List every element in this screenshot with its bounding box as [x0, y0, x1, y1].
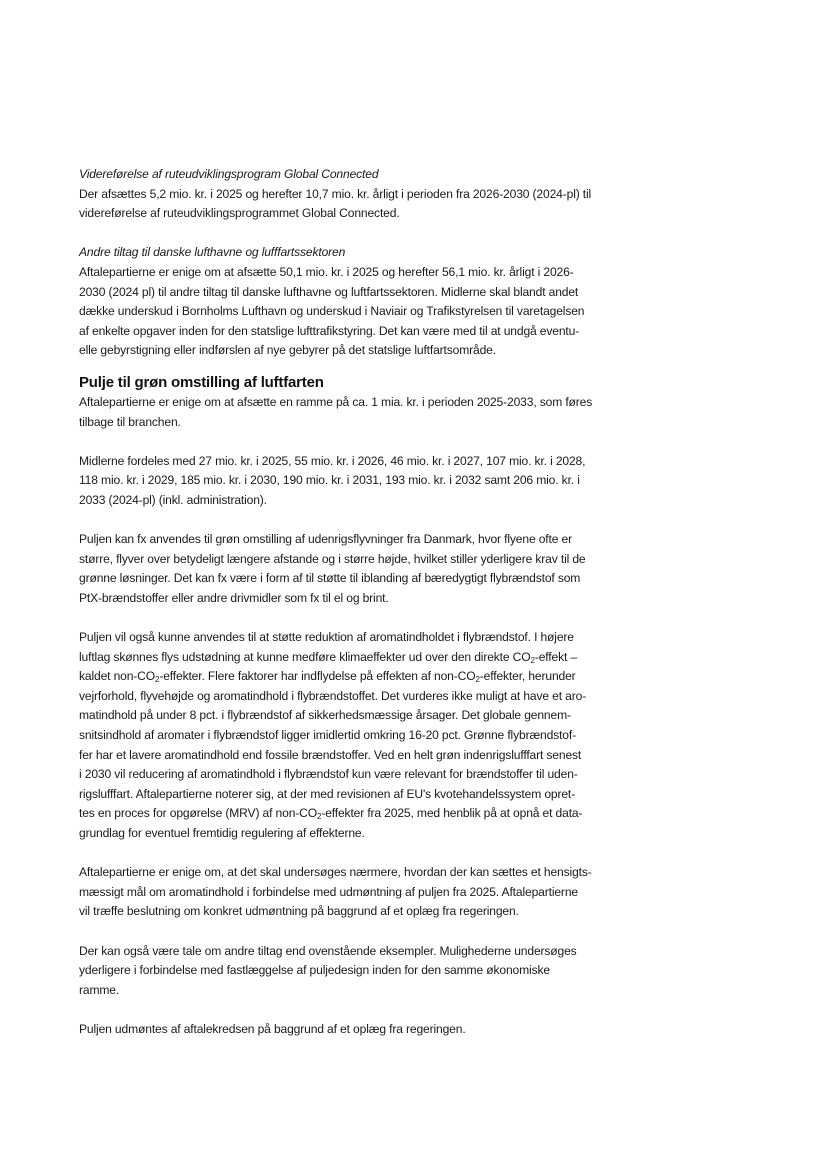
paragraph-aromatic-target [79, 863, 614, 922]
text-line: Aftalepartierne er enige om, at det skal undersøges nærmere, hvordan der kan sættes et hensigts- [79, 865, 592, 880]
paragraph-allocation [79, 452, 614, 511]
text-line: større, flyver over betydeligt længere afstande og i større højde, hvilket stiller yderligere krav til de [79, 551, 586, 566]
text-line: PtX-brændstoffer eller andre drivmidler som fx til el og brint. [79, 590, 389, 605]
text-line: vejrforhold, flyvehøjde og aromatindhold i flybrændstoffet. Det vurderes ikke muligt at have et aro- [79, 688, 587, 703]
text-line: ramme. [79, 982, 120, 997]
text-line: tes en proces for opgørelse (MRV) af non-$CO_2$-effekter fra 2025, med henblik på at opnå et data- [79, 806, 583, 822]
paragraph-other-measures [79, 942, 614, 1001]
text-line: kaldet non-$CO_2$-effekter. Flere faktorer har indflydelse på effekten af non-$CO_2$-effekter, herunder [79, 669, 576, 685]
text-line: luftlag skønnes flys udstødning at kunne medføre klimaeffekter ud over den direkte $CO_2$-effekt – [79, 649, 577, 665]
paragraph-implementation [79, 1020, 614, 1040]
text-line: rigslufffart. Aftalepartierne noterer sig, at der med revisionen af EU's kvotehandelssystem opret- [79, 786, 576, 801]
text-line: Der kan også være tale om andre tiltag end ovenstående eksempler. Mulighederne undersøges [79, 943, 577, 958]
paragraph-aromatics [79, 628, 614, 844]
document-page [79, 165, 614, 1040]
text-line: grundlag for eventuel fremtidig regulering af effekterne. [79, 826, 365, 840]
text-line: snitsindhold af aromater i flybrændstof ligger imidlertid omkring 16-20 pct. Grønne flybrændstof- [79, 728, 576, 743]
section-heading-green-transition: Pulje til grøn omstilling af luftfarten [79, 373, 324, 391]
text-line: Aftalepartierne er enige om at afsætte 50,1 mio. kr. i 2025 og herefter 56,1 mio. kr. årligt i 2026- [79, 264, 574, 279]
text-line: 2033 (2024-pl) (inkl. administration). [79, 492, 267, 507]
text-line: grønne løsninger. Det kan fx være i form af til støtte til iblanding af bæredygtigt flybrændstof som [79, 571, 581, 586]
text-line: af enkelte opgaver inden for den statslige lufttrafikstyring. Det kan være med til at undgå eventu- [79, 323, 580, 338]
subsection-heading-other-initiatives: Andre tiltag til danske lufthavne og lufffartssektoren [79, 245, 346, 260]
subsection-heading-global-connected: Videreførelse af ruteudviklingsprogram Global Connected [79, 167, 379, 181]
text-line: 2030 (2024 pl) til andre tiltag til danske lufthavne og luftfartssektoren. Midlerne skal blandt andet [79, 284, 579, 299]
text-line: videreførelse af ruteudviklingsprogrammet Global Connected. [79, 206, 400, 221]
paragraph-framework [79, 393, 614, 432]
text-line: Der afsættes 5,2 mio. kr. i 2025 og herefter 10,7 mio. kr. årligt i perioden fra 2026-2030 (2024-pl) til [79, 186, 592, 201]
text-line: mæssigt mål om aromatindhold i forbindelse med udmøntning af puljen fra 2025. Aftalepartierne [79, 884, 578, 899]
text-line: Puljen udmøntes af aftalekredsen på baggrund af et oplæg fra regeringen. [79, 1021, 466, 1036]
paragraph-international-flights [79, 530, 614, 608]
text-line: yderligere i forbindelse med fastlæggelse af puljedesign inden for den samme økonomiske [79, 963, 550, 978]
text-line: vil træffe beslutning om konkret udmøntning på baggrund af et oplæg fra regeringen. [79, 904, 519, 919]
text-line: Puljen kan fx anvendes til grøn omstilling af udenrigsflyvninger fra Danmark, hvor flyene ofte er [79, 532, 572, 547]
text-line: Aftalepartierne er enige om at afsætte en ramme på ca. 1 mia. kr. i perioden 2025-2033, som føres [79, 394, 593, 409]
text-line: elle gebyrstigning eller indførslen af nye gebyrer på det statslige luftfartsområde. [79, 343, 496, 358]
text-line: Puljen vil også kunne anvendes til at støtte reduktion af aromatindholdet i flybrændstof. I højere [79, 630, 574, 645]
text-line: fer har et lavere aromatindhold end fossile brændstoffer. Ved en helt grøn indenrigslufffart senest [79, 747, 582, 762]
paragraph-other-initiatives [79, 263, 614, 361]
text-line: i 2030 vil reducering af aromatindhold i flybrændstof kun være relevant for brændstoffer til uden- [79, 767, 578, 782]
text-line: tilbage til branchen. [79, 414, 181, 429]
text-line: 118 mio. kr. i 2029, 185 mio. kr. i 2030, 190 mio. kr. i 2031, 193 mio. kr. i 2032 samt 206 mio. kr. i [79, 473, 580, 488]
paragraph-global-connected [79, 185, 614, 224]
text-line: matindhold på under 8 pct. i flybrændstof af sikkerhedsmæssige årsager. Det globale gennem- [79, 708, 571, 723]
text-line: Midlerne fordeles med 27 mio. kr. i 2025, 55 mio. kr. i 2026, 46 mio. kr. i 2027, 107 mio. kr. i 2028, [79, 453, 586, 468]
text-line: dække underskud i Bornholms Lufthavn og underskud i Naviair og Trafikstyrelsen til varetagelsen [79, 304, 585, 319]
